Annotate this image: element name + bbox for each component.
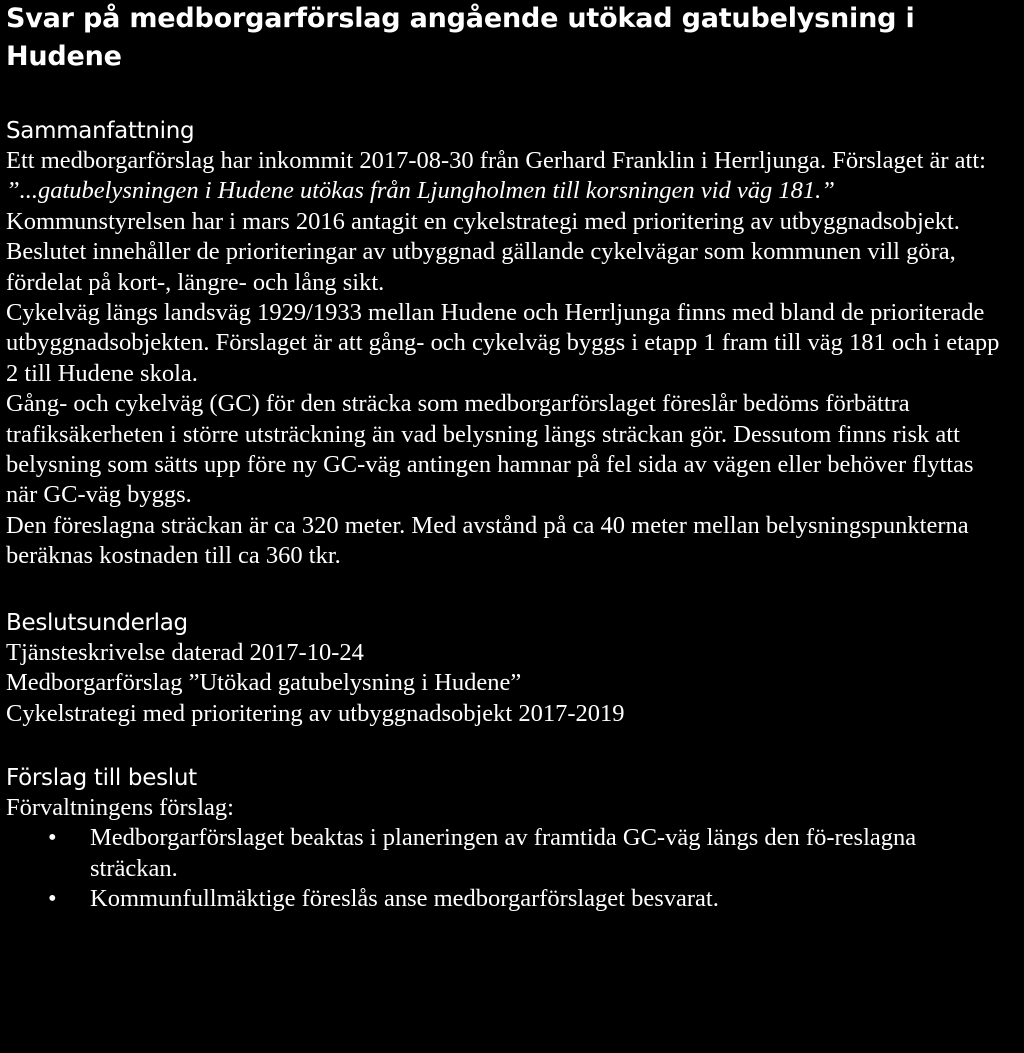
summary-paragraph-3: Cykelväg längs landsväg 1929/1933 mellan Hudene och Herrljunga finns med bland de prioriterade utbyggnadsobjekten. Förslaget är att gång- och cykelväg byggs i etapp 1 fram till väg 181 och i etapp 2 till Hudene skola. — [6, 299, 1000, 387]
proposal-bullet-text: Medborgarförslaget beaktas i planeringen av framtida GC-väg längs den fö-reslagna sträckan. — [90, 824, 917, 882]
administration-proposal-intro: Förvaltningens förslag: — [6, 793, 234, 821]
citizen-proposal-quote: ”...gatubelysningen i Hudene utökas från Ljungholmen till korsningen vid väg 181.” — [6, 177, 835, 205]
proposal-bullet-item — [6, 884, 1010, 914]
proposal-bullet-text: Kommunfullmäktige föreslås anse medborgarförslaget besvarat. — [90, 885, 719, 913]
summary-paragraph-2: Kommunstyrelsen har i mars 2016 antagit en cykelstrategi med prioritering av utbyggnadsobjekt. Beslutet innehåller de prioriteringar av utbyggnad gällande cykelvägar som kommunen vill göra, fördelat på kort-, längre- och lång sikt. — [6, 207, 960, 296]
decision-basis-item: Medborgarförslag ”Utökad gatubelysning i Hudene” — [6, 669, 522, 697]
decision-basis-item: Tjänsteskrivelse daterad 2017-10-24 — [6, 638, 364, 666]
decision-basis-item: Cykelstrategi med prioritering av utbyggnadsobjekt 2017-2019 — [6, 699, 625, 727]
summary-paragraph-1 — [6, 146, 1010, 207]
document-title: Svar på medborgarförslag angående utökad gatubelysning i Hudene — [6, 3, 915, 72]
proposal-bullet-list — [6, 823, 1010, 914]
summary-paragraph-4: Gång- och cykelväg (GC) för den sträcka som medborgarförslaget föreslår bedöms förbättra trafiksäkerheten i större utsträckning än vad belysning längs sträckan gör. Dessutom finns risk att belysning som sätts upp före ny GC-väg antingen hamnar på fel sida av vägen eller behöver flyttas när GC-väg byggs. — [6, 390, 974, 509]
bullet-icon: • — [48, 824, 57, 852]
summary-paragraph-5: Den föreslagna sträckan är ca 320 meter. Med avstånd på ca 40 meter mellan belysningspunkterna beräknas kostnaden till ca 360 tkr. — [6, 511, 969, 570]
decision-basis-list — [6, 638, 1010, 729]
summary-heading: Sammanfattning — [6, 118, 195, 144]
decision-proposal-heading: Förslag till beslut — [6, 764, 197, 791]
summary-paragraph-1-text: Ett medborgarförslag har inkommit 2017-08-30 från Gerhard Franklin i Herrljunga. Förslaget är att: — [6, 147, 986, 174]
decision-basis-heading: Beslutsunderlag — [6, 609, 188, 636]
bullet-icon: • — [48, 885, 57, 913]
proposal-bullet-item — [6, 823, 1010, 884]
